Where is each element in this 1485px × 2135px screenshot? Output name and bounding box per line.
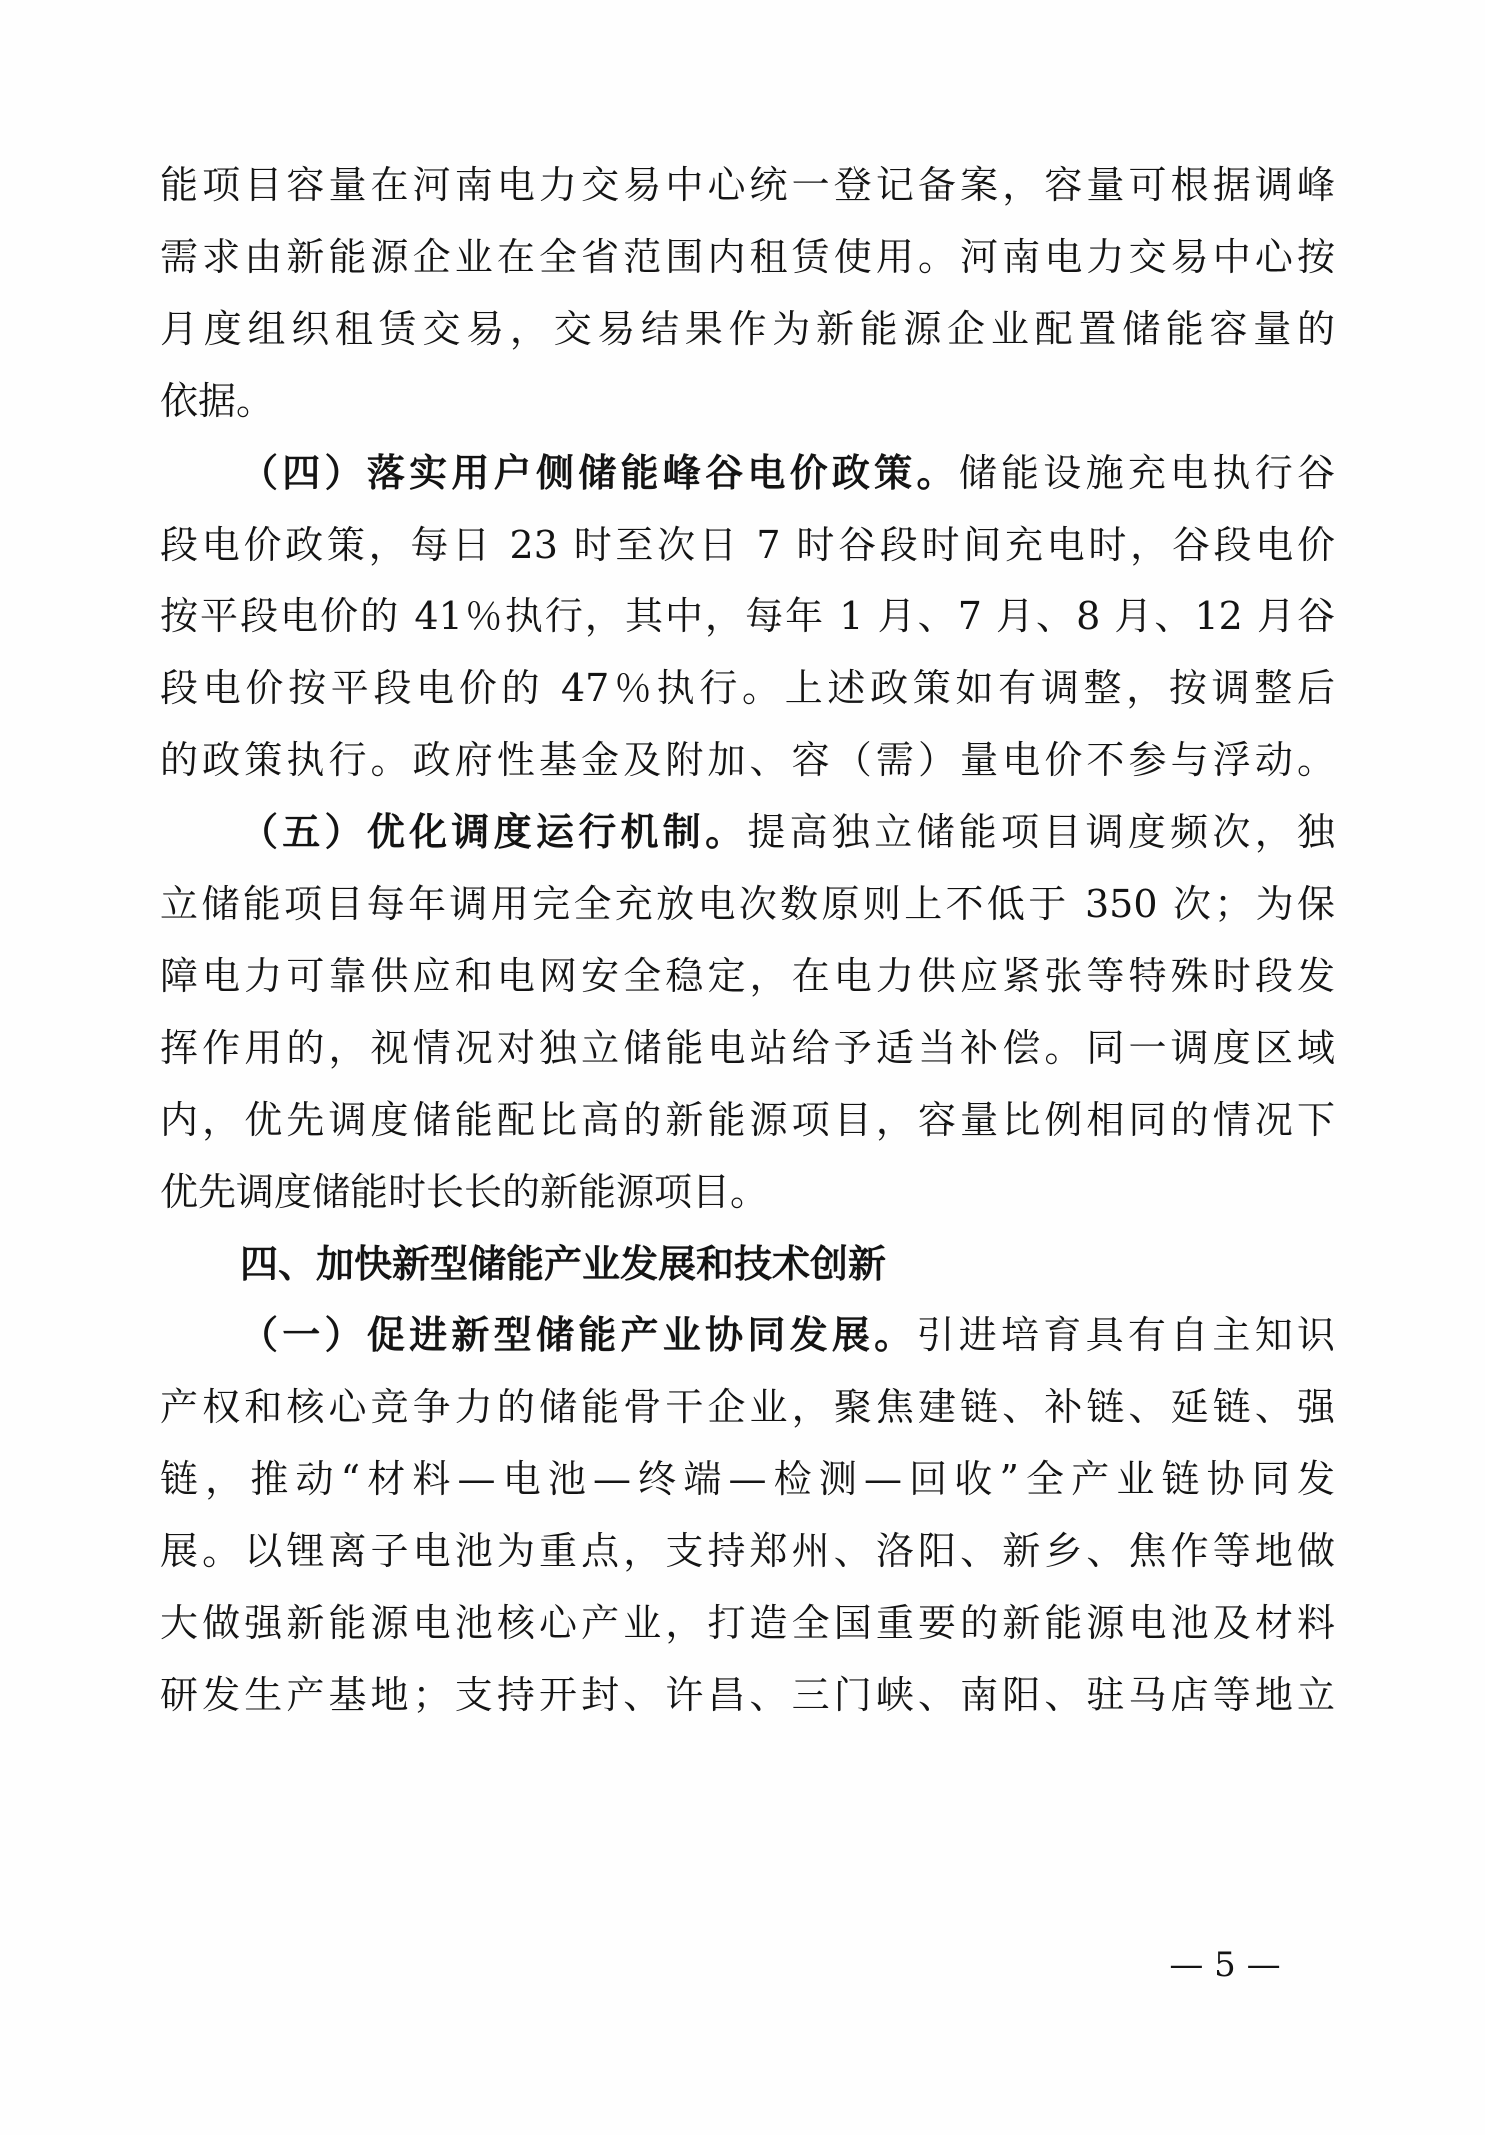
section-heading: 四、加快新型储能产业发展和技术创新 xyxy=(240,1242,887,1286)
paragraph-4-title: （四）落实用户侧储能峰谷电价政策。 xyxy=(240,450,959,495)
text-line: 需求由新能源企业在全省范围内租赁使用。河南电力交易中心按 xyxy=(160,235,1335,279)
page-number: — 5 — xyxy=(1169,1945,1281,1985)
text-line: 链，推动“材料—电池—终端—检测—回收”全产业链协同发 xyxy=(160,1457,1335,1501)
text-line: 障电力可靠供应和电网安全稳定，在电力供应紧张等特殊时段发 xyxy=(160,954,1335,998)
paragraph-4-text: 储能设施充电执行谷 xyxy=(958,451,1335,495)
text-line: 月度组织租赁交易，交易结果作为新能源企业配置储能容量的 xyxy=(160,307,1335,351)
text-line: 依据。 xyxy=(160,379,275,423)
text-line: 挥作用的，视情况对独立储能电站给予适当补偿。同一调度区域 xyxy=(160,1026,1335,1070)
text-line: 的政策执行。政府性基金及附加、容（需）量电价不参与浮动。 xyxy=(160,738,1335,782)
text-line: 立储能项目每年调用完全充放电次数原则上不低于 350 次；为保 xyxy=(160,882,1335,926)
paragraph-4-first-line xyxy=(240,438,1335,508)
paragraph-5-text: 提高独立储能项目调度频次，独 xyxy=(747,810,1335,854)
text-line: 段电价按平段电价的 47％执行。上述政策如有调整，按调整后 xyxy=(160,666,1335,710)
text-line: 优先调度储能时长长的新能源项目。 xyxy=(160,1170,769,1214)
paragraph-5-title: （五）优化调度运行机制。 xyxy=(240,809,748,854)
section-4-paragraph-1-title: （一）促进新型储能产业协同发展。 xyxy=(240,1312,917,1357)
section-4-paragraph-1-first-line xyxy=(240,1300,1335,1370)
text-line: 段电价政策，每日 23 时至次日 7 时谷段时间充电时，谷段电价 xyxy=(160,523,1335,567)
text-line: 大做强新能源电池核心产业，打造全国重要的新能源电池及材料 xyxy=(160,1601,1335,1645)
text-line: 能项目容量在河南电力交易中心统一登记备案，容量可根据调峰 xyxy=(160,163,1335,207)
text-line: 按平段电价的 41％执行，其中，每年 1 月、7 月、8 月、12 月谷 xyxy=(160,594,1335,638)
text-line: 产权和核心竞争力的储能骨干企业，聚焦建链、补链、延链、强 xyxy=(160,1385,1335,1429)
text-line: 展。以锂离子电池为重点，支持郑州、洛阳、新乡、焦作等地做 xyxy=(160,1529,1335,1573)
paragraph-5-first-line xyxy=(240,797,1335,867)
text-line: 研发生产基地；支持开封、许昌、三门峡、南阳、驻马店等地立 xyxy=(160,1673,1335,1717)
text-line: 内，优先调度储能配比高的新能源项目，容量比例相同的情况下 xyxy=(160,1098,1335,1142)
section-4-paragraph-1-text: 引进培育具有自主知识 xyxy=(916,1313,1335,1357)
